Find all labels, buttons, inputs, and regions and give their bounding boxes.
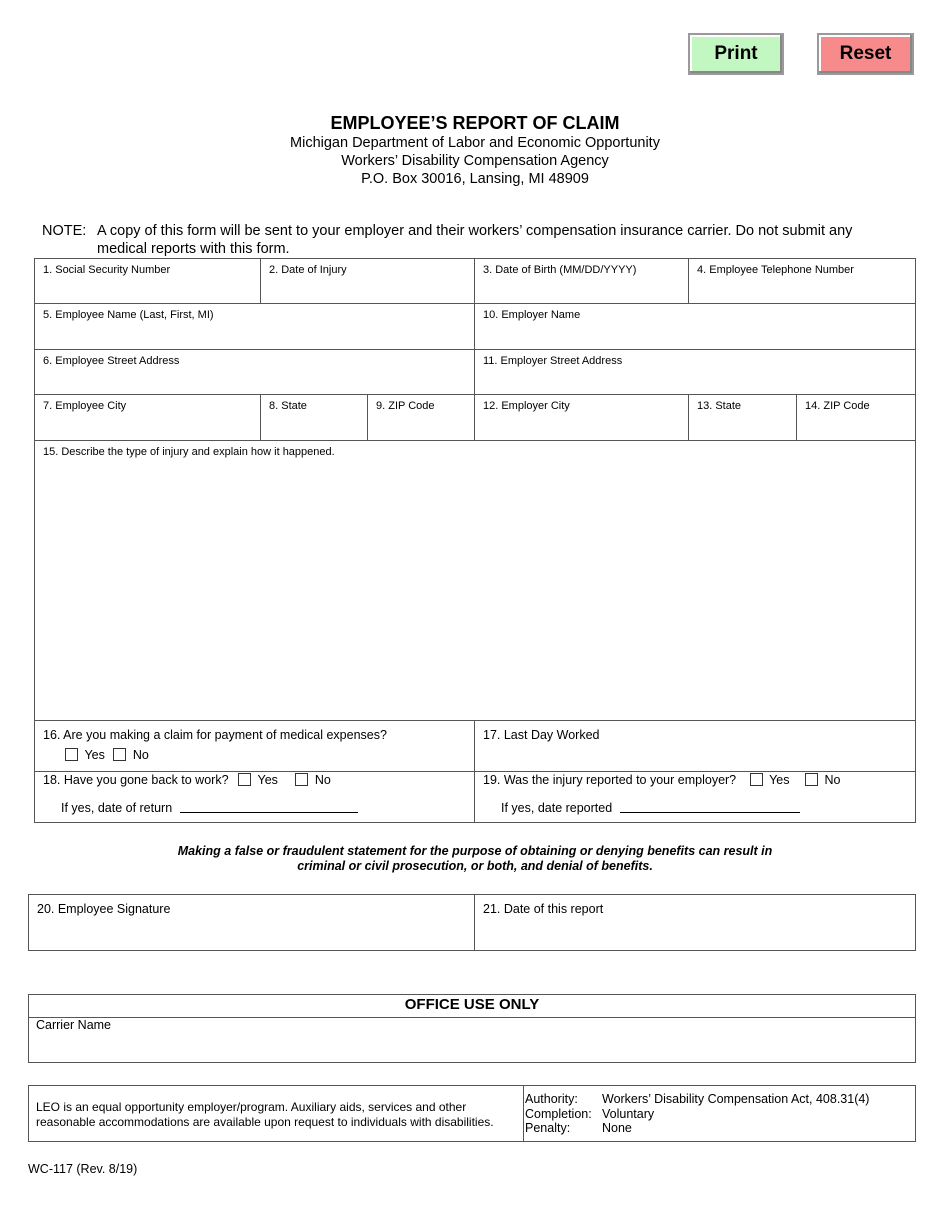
fraud-warning-line2: criminal or civil prosecution, or both, and denial of benefits. (297, 859, 653, 873)
employee-address-field[interactable] (34, 349, 475, 395)
employee-name-label: 5. Employee Name (Last, First, MI) (43, 309, 214, 321)
eeo-statement (36, 1100, 494, 1129)
employer-zip-field[interactable] (796, 394, 916, 441)
employee-name-field[interactable] (34, 303, 475, 350)
employer-name-label: 10. Employer Name (483, 309, 581, 321)
penalty-value: None (602, 1121, 632, 1135)
note-text: A copy of this form will be sent to your employer and their workers’ compensation insurance carrier. Do not submit any medical reports with this form. (97, 223, 853, 257)
authority-labels (525, 1092, 592, 1136)
injury-reported-no-label: No (824, 773, 841, 787)
medical-claim-no-label: No (132, 748, 149, 762)
carrier-name-label: Carrier Name (36, 1018, 112, 1032)
employee-address-label: 6. Employee Street Address (43, 355, 180, 367)
reported-date-label: If yes, date reported (501, 801, 613, 815)
fraud-warning (0, 844, 950, 874)
form-title: EMPLOYEE’S REPORT OF CLAIM (330, 113, 620, 133)
employer-name-field[interactable] (474, 303, 916, 350)
employer-address-field[interactable] (474, 349, 916, 395)
employee-state-field[interactable] (260, 394, 368, 441)
authority-value: Workers’ Disability Compensation Act, 408.31(4) (602, 1092, 870, 1106)
back-to-work-yes-label: Yes (257, 773, 278, 787)
employee-city-label: 7. Employee City (43, 400, 127, 412)
injury-reported-question: 19. Was the injury reported to your employer? (483, 773, 737, 787)
eeo-line2: reasonable accommodations are available upon request to individuals with disabilities. (36, 1114, 494, 1129)
back-to-work-no-checkbox[interactable] (295, 773, 308, 786)
back-to-work-question: 18. Have you gone back to work? (43, 773, 229, 787)
employee-zip-field[interactable] (367, 394, 475, 441)
print-button[interactable]: Print (688, 33, 784, 75)
return-date-input[interactable] (180, 801, 358, 813)
medical-claim-no-checkbox[interactable] (113, 748, 126, 761)
employee-signature-label: 20. Employee Signature (37, 902, 171, 916)
date-of-birth-label: 3. Date of Birth (MM/DD/YYYY) (483, 264, 637, 276)
employer-city-label: 12. Employer City (483, 400, 570, 412)
back-to-work-section (34, 771, 475, 823)
ssn-field[interactable] (34, 258, 261, 304)
employer-state-field[interactable] (688, 394, 797, 441)
employer-address-label: 11. Employer Street Address (483, 355, 623, 367)
employer-city-field[interactable] (474, 394, 689, 441)
date-of-birth-field[interactable] (474, 258, 689, 304)
reset-button[interactable]: Reset (817, 33, 914, 75)
employee-zip-label: 9. ZIP Code (376, 400, 435, 412)
employee-state-label: 8. State (269, 400, 307, 412)
note (42, 222, 902, 258)
employer-state-label: 13. State (697, 400, 742, 412)
completion-value: Voluntary (602, 1106, 655, 1121)
medical-claim-yes-label: Yes (84, 748, 105, 762)
form-header (0, 112, 950, 188)
employee-city-field[interactable] (34, 394, 261, 441)
medical-claim-section (34, 720, 475, 772)
form-id: WC-117 (Rev. 8/19) (28, 1162, 138, 1176)
last-day-worked-label: 17. Last Day Worked (483, 728, 600, 742)
injury-description-label: 15. Describe the type of injury and explain how it happened. (43, 446, 335, 458)
injury-reported-section (474, 771, 916, 823)
agency-name: Workers’ Disability Compensation Agency (341, 153, 609, 169)
back-to-work-no-label: No (314, 773, 331, 787)
eeo-line1: LEO is an equal opportunity employer/program. Auxiliary aids, services and other (36, 1100, 467, 1114)
return-date-label: If yes, date of return (61, 801, 173, 815)
ssn-label: 1. Social Security Number (43, 264, 171, 276)
employee-phone-label: 4. Employee Telephone Number (697, 264, 854, 276)
date-of-injury-label: 2. Date of Injury (269, 264, 347, 276)
department-name: Michigan Department of Labor and Economic Opportunity (290, 135, 660, 151)
medical-claim-yes-checkbox[interactable] (65, 748, 78, 761)
back-to-work-yes-checkbox[interactable] (238, 773, 251, 786)
penalty-label: Penalty: (525, 1121, 571, 1135)
injury-reported-yes-checkbox[interactable] (750, 773, 763, 786)
info-box-divider (523, 1085, 524, 1142)
office-use-title: OFFICE USE ONLY (404, 996, 540, 1013)
report-date-label: 21. Date of this report (483, 902, 604, 916)
office-use-divider (28, 1017, 916, 1018)
injury-description-field[interactable] (34, 440, 916, 721)
date-of-injury-field[interactable] (260, 258, 475, 304)
medical-claim-question: 16. Are you making a claim for payment of medical expenses? (43, 728, 387, 742)
fraud-warning-line1: Making a false or fraudulent statement for the purpose of obtaining or denying benefits can result in (177, 844, 773, 858)
completion-label: Completion: (525, 1106, 592, 1121)
report-date-field[interactable] (474, 894, 916, 951)
authority-values (602, 1092, 869, 1136)
note-label: NOTE: (42, 223, 87, 239)
reported-date-input[interactable] (620, 801, 800, 813)
injury-reported-yes-label: Yes (769, 773, 790, 787)
carrier-name-input[interactable] (29, 1034, 915, 1062)
agency-address: P.O. Box 30016, Lansing, MI 48909 (361, 171, 589, 187)
last-day-worked-field[interactable] (474, 720, 916, 772)
employee-phone-field[interactable] (688, 258, 916, 304)
authority-label: Authority: (525, 1092, 578, 1106)
employer-zip-label: 14. ZIP Code (805, 400, 870, 412)
injury-reported-no-checkbox[interactable] (805, 773, 818, 786)
employee-signature-field[interactable] (28, 894, 475, 951)
